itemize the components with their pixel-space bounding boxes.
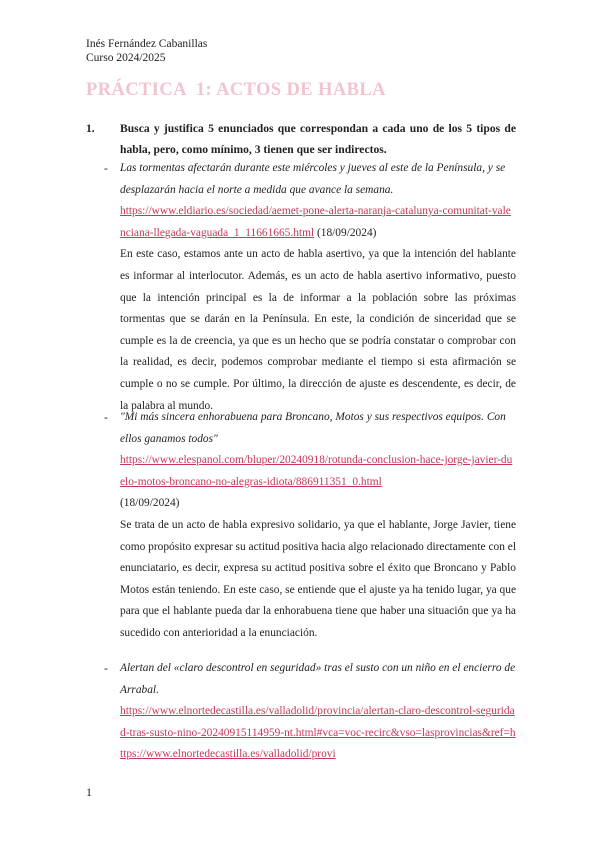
document-header <box>86 37 207 65</box>
question-text: Busca y justifica 5 enunciados que correspondan a cada uno de los 5 tipos de habla, pero, como mínimo, 3 tienen que ser indirectos. <box>120 122 516 156</box>
bullet-dash: - <box>104 662 108 675</box>
author-name: Inés Fernández Cabanillas <box>86 38 208 50</box>
analysis-paragraph: En este caso, estamos ante un acto de habla asertivo, ya que la intención del hablante es informar al interlocutor. Además, es un acto de habla asertivo informativo, puesto que la intención principal es la de informar a la población sobre las próximas tormentas que se darán en la Península. En este, la condición de sinceridad que se cumple es la de creencia, ya que es un hecho que se podría constatar o comprobar con la realidad, es decir, podemos comprobar mediante el tiempo si esta afirmación se cumple o no se cumple. Por último, la dirección de ajuste es descendente, es decir, de la palabra al mundo. <box>120 248 516 412</box>
document-title: PRÁCTICA 1: ACTOS DE HABLA <box>86 80 386 100</box>
bullet-dash: - <box>104 411 108 424</box>
course-year: Curso 2024/2025 <box>86 52 166 64</box>
item-body <box>120 407 516 645</box>
source-link[interactable]: https://www.elnortedecastilla.es/valladolid/provincia/alertan-claro-descontrol-seguridad-tras-susto-nino-20240915114959-nt.html#vca=voc-recirc&vso=lasprovincias&ref=https://www.elnortedecastilla.es/valladolid/provi <box>120 705 516 761</box>
quoted-statement: Las tormentas afectarán durante este miércoles y jueves al este de la Península, y se desplazarán hacia el norte a medida que avance la semana. <box>120 162 506 196</box>
item-body <box>120 658 516 766</box>
quoted-statement: Alertan del «claro descontrol en seguridad» tras el susto con un niño en el encierro de Arrabal. <box>120 662 516 696</box>
quoted-statement: "Mi más sincera enhorabuena para Broncano, Motos y sus respectivos equipos. Con ellos ganamos todos" <box>120 411 506 445</box>
bullet-dash: - <box>104 162 108 175</box>
source-date: (18/09/2024) <box>314 226 377 239</box>
item-body <box>120 158 516 417</box>
source-link[interactable]: https://www.eldiario.es/sociedad/aemet-pone-alerta-naranja-catalunya-comunitat-valenciana-llegada-vaguada_1_11661665.html <box>120 205 511 239</box>
question-number: 1. <box>86 122 95 135</box>
source-date: (18/09/2024) <box>120 497 180 510</box>
page-number: 1 <box>86 785 92 799</box>
analysis-paragraph: Se trata de un acto de habla expresivo solidario, ya que el hablante, Jorge Javier, tiene como propósito expresar su actitud positiva hacia algo relacionado directamente con el enunciatario, es decir, expresa su actitud positiva sobre el éxito que Broncano y Pablo Motos están teniendo. En este caso, se entiende que el ajuste ya ha tenido lugar, ya que para que el hablante pueda dar la enhorabuena tiene que haber una situación que ya ha sucedido con anterioridad a la enunciación. <box>120 518 516 639</box>
source-link[interactable]: https://www.elespanol.com/bluper/20240918/rotunda-conclusion-hace-jorge-javier-duelo-motos-broncano-no-alegras-idiota/886911351_0.html <box>120 454 513 488</box>
